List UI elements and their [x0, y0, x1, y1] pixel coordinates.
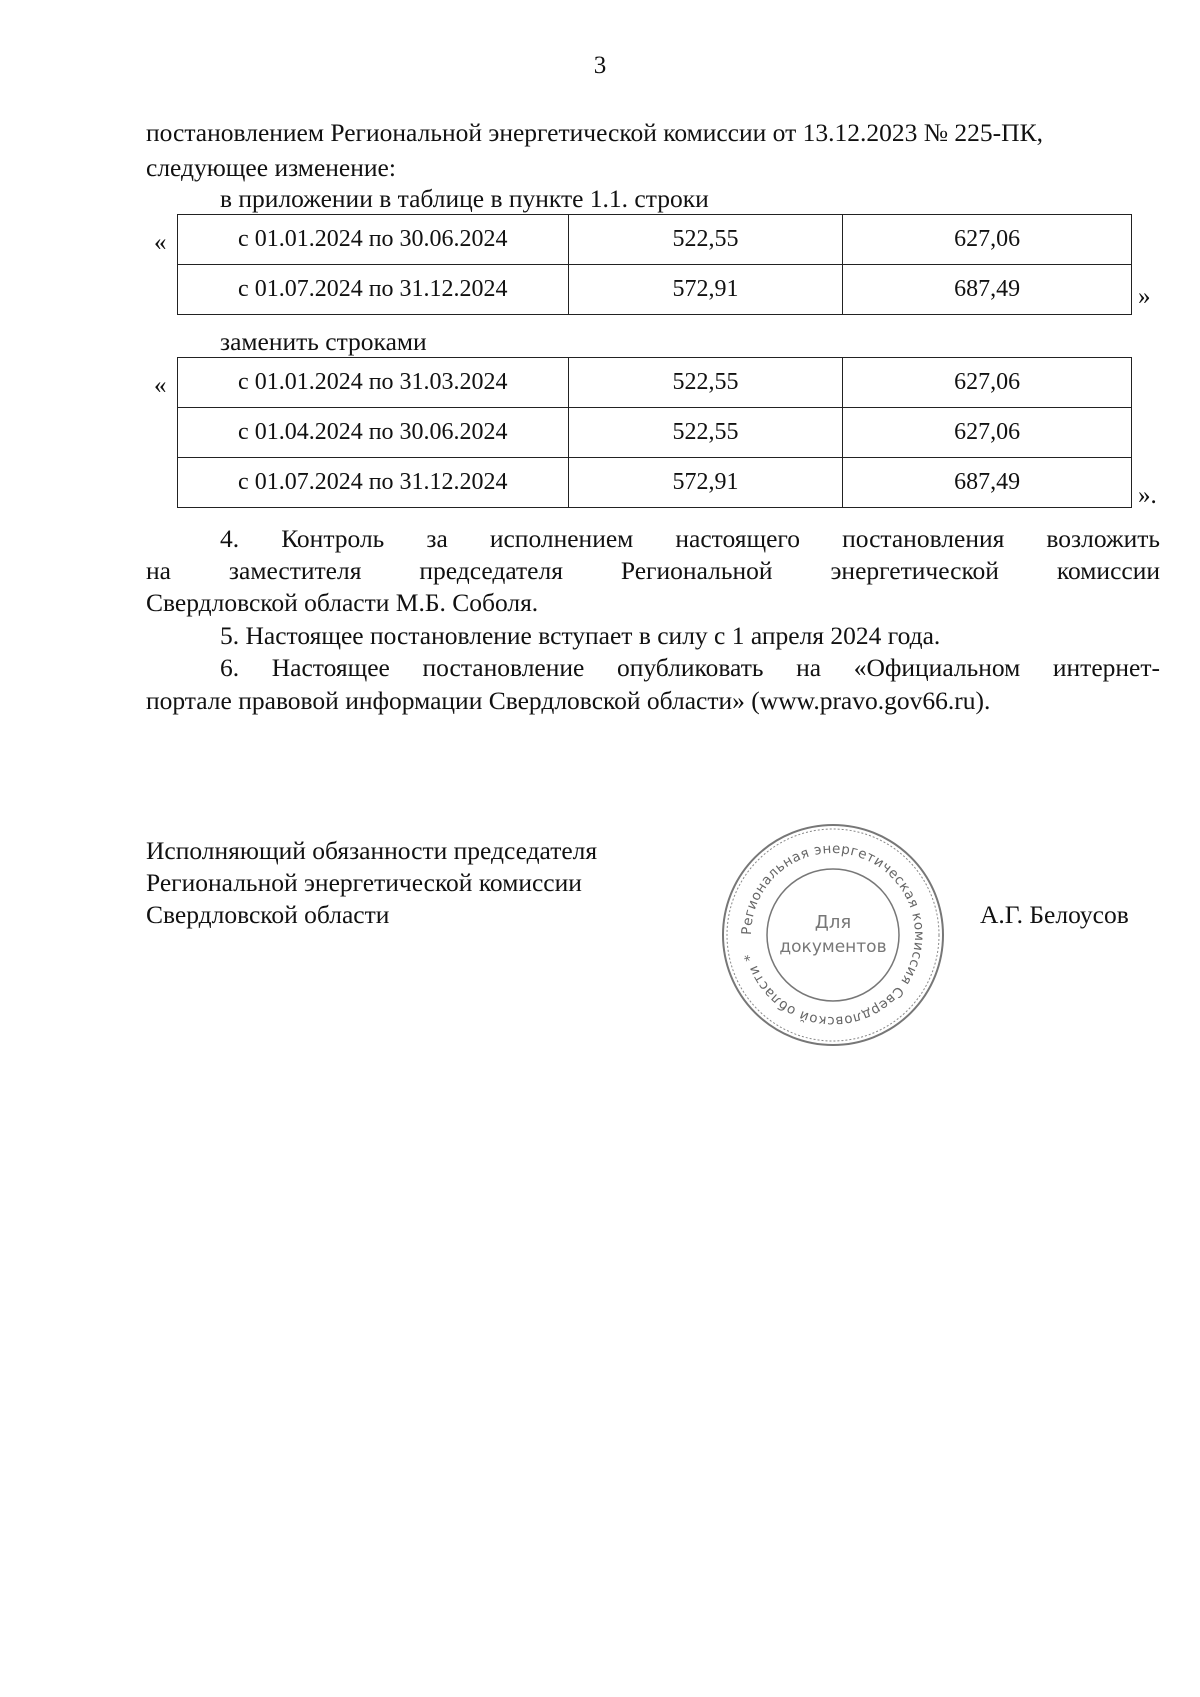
replace-label: заменить строками: [220, 327, 427, 356]
period-cell: с 01.04.2024 по 30.06.2024: [178, 408, 569, 458]
stamp-center-line-1: Для: [814, 912, 852, 933]
table-row: [178, 215, 1132, 265]
period-cell: с 01.01.2024 по 30.06.2024: [178, 215, 569, 265]
value-cell: 522,55: [568, 215, 843, 265]
new-rows-table: [177, 357, 1132, 508]
value-cell: 627,06: [843, 408, 1132, 458]
paragraph-4-line-2: на заместителя председателя Региональной энергетической комиссии: [146, 556, 1160, 585]
period-cell: с 01.07.2024 по 31.12.2024: [178, 458, 569, 508]
value-cell: 687,49: [843, 265, 1132, 315]
value-cell: 522,55: [568, 408, 843, 458]
signatory-title-line-2: Региональной энергетической комиссии: [146, 868, 582, 897]
value-cell: 572,91: [568, 265, 843, 315]
official-stamp: [718, 820, 948, 1050]
table-row: [178, 408, 1132, 458]
intro-line-2: следующее изменение:: [146, 153, 396, 182]
value-cell: 572,91: [568, 458, 843, 508]
paragraph-4-line-1: 4. Контроль за исполнением настоящего постановления возложить: [220, 524, 1160, 553]
stamp-ring-text: Региональная энергетическая комиссия Свердловской области *: [738, 840, 928, 1030]
table-row: [178, 265, 1132, 315]
open-quote-old: «: [154, 229, 167, 256]
table-row: [178, 358, 1132, 408]
paragraph-6-line-1: 6. Настоящее постановление опубликовать на «Официальном интернет-: [220, 653, 1160, 682]
close-quote-new: ».: [1138, 482, 1157, 509]
close-quote-old: »: [1138, 283, 1151, 310]
value-cell: 627,06: [843, 215, 1132, 265]
stamp-center-line-2: документов: [779, 937, 887, 957]
signatory-title-line-1: Исполняющий обязанности председателя: [146, 836, 598, 865]
page-number: 3: [593, 52, 607, 79]
open-quote-new: «: [154, 372, 167, 399]
period-cell: с 01.07.2024 по 31.12.2024: [178, 265, 569, 315]
value-cell: 522,55: [568, 358, 843, 408]
old-rows-table: [177, 214, 1132, 315]
signatory-title-line-3: Свердловской области: [146, 900, 390, 929]
intro-line-3: в приложении в таблице в пункте 1.1. строки: [220, 184, 709, 213]
signatory-name: А.Г. Белоусов: [980, 900, 1129, 929]
value-cell: 687,49: [843, 458, 1132, 508]
intro-line-1: постановлением Региональной энергетической комиссии от 13.12.2023 № 225-ПК,: [146, 118, 1043, 147]
period-cell: с 01.01.2024 по 31.03.2024: [178, 358, 569, 408]
table-row: [178, 458, 1132, 508]
paragraph-6-line-2: портале правовой информации Свердловской области» (www.pravo.gov66.ru).: [146, 686, 991, 715]
paragraph-4-line-3: Свердловской области М.Б. Соболя.: [146, 588, 539, 617]
value-cell: 627,06: [843, 358, 1132, 408]
paragraph-5: 5. Настоящее постановление вступает в силу с 1 апреля 2024 года.: [220, 621, 941, 650]
